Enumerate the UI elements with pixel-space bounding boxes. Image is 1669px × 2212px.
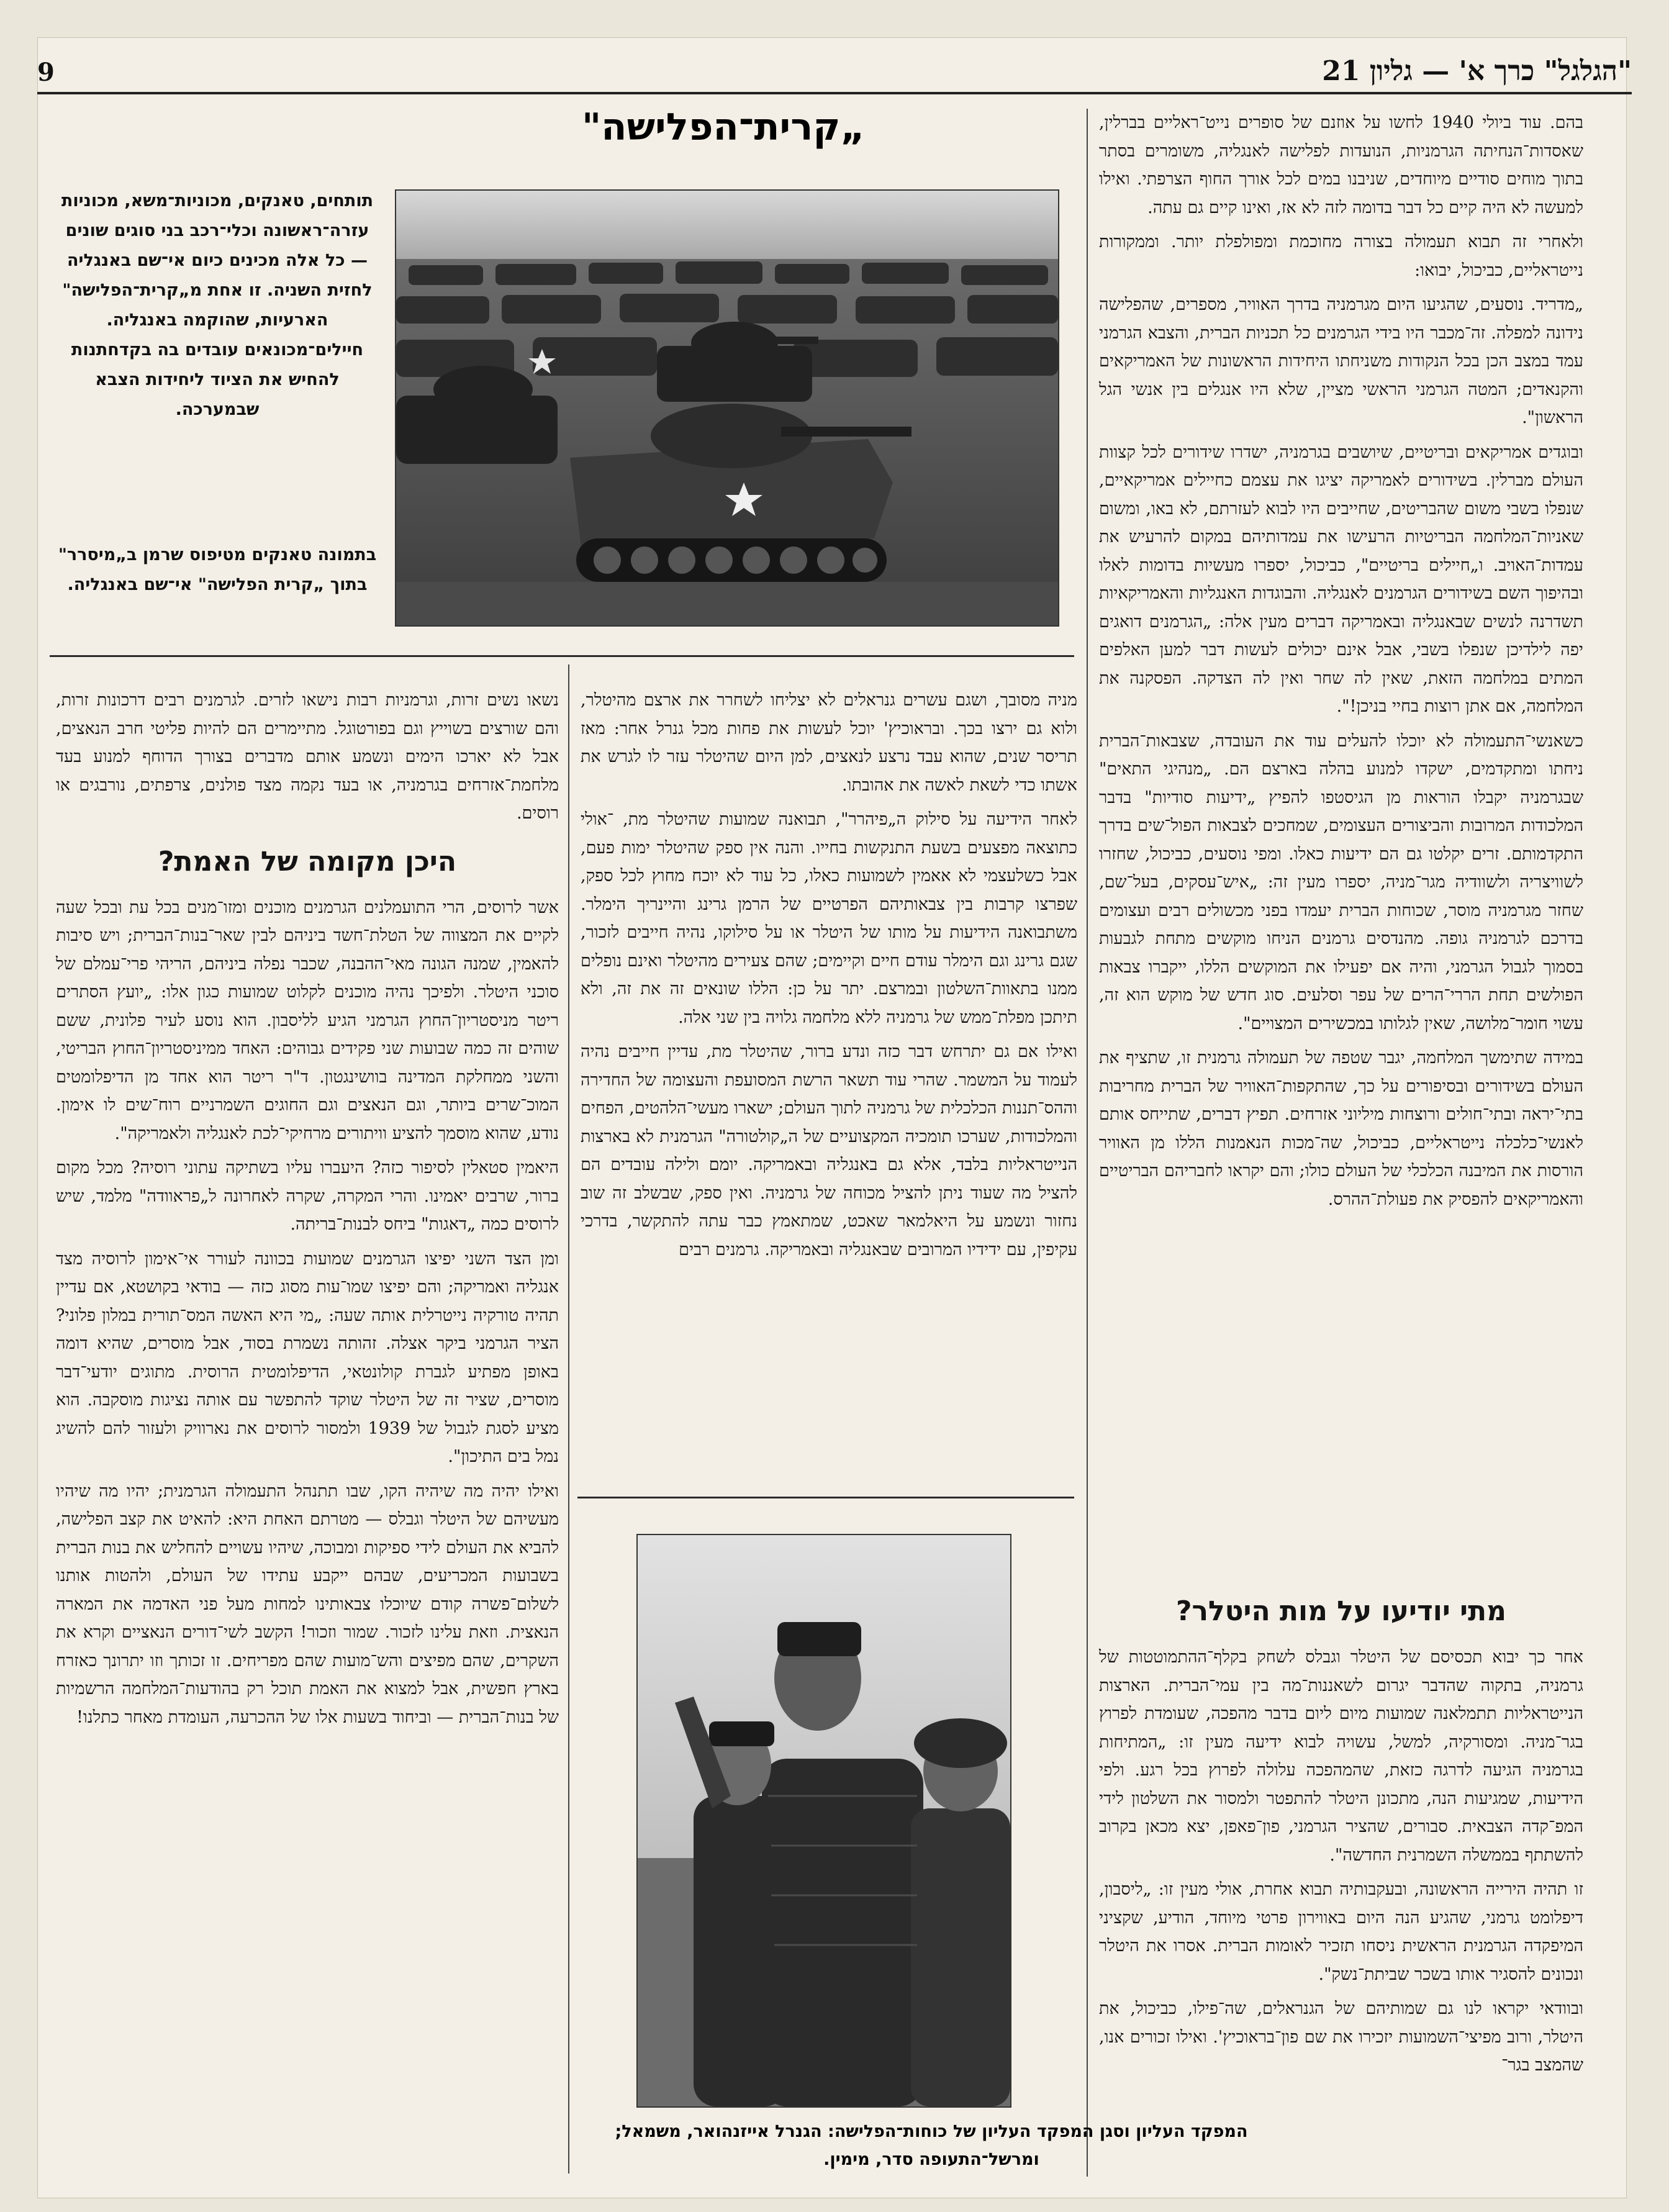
paragraph: ומן הצד השני יפיצו הגרמנים שמועות בכוונה לעורר אי־אימון לרוסיה מצד אנגליה ואמריקה; והם יפיצו שמו־עות מסוג כזה — בודאי בקושטא, אם עדיין תהיה טורקיה נייטרלית אותה שעה: „מי היא האשה המס־תורית במלון פלוני? הציר הגרמני ביקר אצלה. זהותה נשמרת בסוד, אבל מוסרים, שהיא דומה באופן מפתיע לגברת קולונטאי, הדיפלומטית הרוסית. מתוגים יודעי־דבר מוסרים, שציר זה של היטלר שוקד להתפשר עם אותה נציגות מוסקבה. הוא מציע לסגת לגבול של 1939 ולמסור לרוסים את נארוויק ולעזור להם להשיג נמל בים התיכון". bbox=[56, 1249, 559, 1466]
paragraph: ובוודאי יקראו לנו גם שמותיהם של הגנראלים, שה־פילו, כביכול, את היטלר, ורוב מפיצי־השמועות יזכירו את שם פון־בראוכיץ'. ואילו זכורים אנו, שהמצב בגר־ bbox=[1099, 1999, 1583, 2075]
paragraph: זו תהיה הירייה הראשונה, ובעקבותיה תבוא אחרת, אולי מעין זו: „ליסבון, דיפלומט גרמני, שהגיע הנה היום באווירון פרטי מיוחד, הודיע, שקציני המיפקדה הגרמנית הראשית ניסחו תזכיר לאומות הברית. אסרו את היטלר ונכונים להסגיר אותו בשכר שביתת־נשק". bbox=[1099, 1880, 1583, 1984]
column-right-top bbox=[1099, 109, 1583, 1220]
generals-photo-caption: המפקד העליון וסגן המפקד העליון של כוחות־הפלישה: הגנרל אייזנהואר, משמאל; ומרשל־התעופה סדר, מימין. bbox=[615, 2122, 1248, 2169]
column-middle bbox=[581, 686, 1077, 1270]
paragraph: לאחר הידיעה על סילוק ה„פיהרר", תבואנה שמועות שהיטלר מת, ־אולי כתוצאה מפצעים בשעת התנקשות בחייו. והנה אין ספק שהיטלר ימות פעם, אבל כשלעצמי לא אאמין לשמועות כאלו, כל עוד לא יוכח מחוץ לכל ספק, שפרצו קרבות בין צבאותיהם הפרטיים של הרמן גרינג והיינריך הימלר. משתבואנה הידיעות על מותו של היטלר או על סילוקו, נהיה חייבים לזכור, שגם גרינג וגם הימלר עודם חיים וקיימים; שהם צעירים מהיטלר ואינם נופלים ממנו בתאוות־השלטון ובמרצם. יתר על כן: הללו שונאים זה את זה, ולא תיתכן מפלת־ממש של גרמניה ללא מלחמה גלויה בין שני אלה. bbox=[581, 810, 1077, 1027]
paragraph: מניה מסובך, ושגם עשרים גנראלים לא יצליחו לשחרר את ארצם מהיטלר, ולוא גם ירצו בכך. ובראוכיץ' יוכל לעשות את פחות מכל גנרל אחר: מאז תריסר שנים, שהוא עבד נרצע לנאצים, למן היום שהיטלר עזר לו לגרש את אשתו כדי לשאת לאשה את אהובתו. bbox=[581, 691, 1077, 795]
paragraph: „מדריד. נוסעים, שהגיעו היום מגרמניה בדרך האוויר, מספרים, שהפלישה נידונה למפלה. זה־מכבר היו בידי הגרמנים כל תכניות הברית, והצבא הגרמני עמד במצב הכן בכל הנקודות משניחתו היחידות הראשונות של האמריקאים והקנאדים; המטה הגרמני הראשי מציין, שלא היו אנגלים בין אנשי הגל הראשון". bbox=[1099, 295, 1583, 427]
generals-image bbox=[638, 1535, 1010, 2106]
tanks-photo bbox=[395, 189, 1059, 627]
feature-photo-caption: בתמונה טאנקים מטיפוס שרמן ב„מיסרר" בתוך „קרית הפלישה" אי־שם באנגליה. bbox=[58, 545, 377, 594]
section-divider bbox=[50, 655, 1074, 657]
page-header bbox=[37, 36, 1632, 94]
section-heading: היכן מקומה של האמת? bbox=[158, 845, 457, 877]
paragraph: ואילו אם גם יתרחש דבר כזה ונדע ברור, שהיטלר מת, עדיין חייבים נהיה לעמוד על המשמר. שהרי עוד תשאר הרשת המסועפת והעצומה של החדירה וההס־תננות הכלכלית של גרמניה לתוך העולם; ישארו מעשי־הלהטים, הפחים והמלכודות, שערכו תומכיה המקצועיים של ה„קולטורה" הגרמנית לא בארצות הנייטראליות בלבד, אלא גם באנגליה ובאמריקה. יומם ולילה עובדים הם להציל מה שעוד ניתן להציל מכוחה של גרמניה. ואין ספק, שבשלב זה שוב נחזור ונשמע על היאלמאר שאכט, שמתאמץ כבר עתה להתקשר, בדרכי עקיפין, עם ידידיו המרובים שבאנגליה ובאמריקה. גרמנים רבים bbox=[581, 1042, 1077, 1259]
tanks-image bbox=[396, 191, 1058, 625]
paragraph: ואילו יהיה מה שיהיה הקו, שבו תתנהל התעמולה הגרמנית; יהיו מה שיהיו מעשיהם של היטלר וגבלס — מטרתם האחת היא: להאיט את קצב הפלישה, להביא את העולם לידי ספיקות ומבוכה, שיהיו עשויים להחליש את בנות הברית בשבועות המכריעים, שבהם ייקבע עתידו של העולם, ולהטות אותנו לשלום־פשרה קודם שיוכלו צבאותינו למחות מעל פני האדמה את המארה הנאצית. וזאת עלינו לזכור. שמור וזכור! הקשב לשי־דורים הנאציים וקרא את השקרים, שהם מפיצים והש־מועות שהם מפריחים. זו זכותך וזו יתרונך כאזרח בארץ חפשית, אבל למצוא את האמת תוכל רק בהודעות־המלחמה הרשמיות של בנות־הברית — וביחוד בשעות אלו של ההכרעה, העומדת מאחר כתלנו! bbox=[56, 1481, 559, 1727]
paragraph: כשאנשי־התעמולה לא יוכלו להעלים עוד את העובדה, שצבאות־הברית ניחתו ומתקדמים, ישקדו למנוע בהלה בארצם הם. „מנהיגי התאים" שבגרמניה יקבלו הוראות מן הגיסטפו להפיץ „ידיעות סודיות" בדבר המלכודות המרובות והביצורים העצומים, שמחכים לצבאות הפול־שים בדרך התקדמותם. זרים יקלטו גם הם ידיעות כאלו. ומפי נוסעים, כביכול, שחזרו לשוויצריה ולשוודיה מגר־מניה, יספרו מעין זה: „איש־עסקים, בעל־שם, שחזר מגרמניה מוסר, שכוחות הברית יעמדו בפני מכשולים רבים ועצומים בדרכם לגרמניה גופה. מהנדסים גרמנים הניחו מוקשים מתחת לגבעות בסמוך לגבול הגרמני, והיה אם יפעילו את המוקשים הללו, ייקברו צבאות הפולשים תחת הררי־הרים של עפר וסלעים. סוג חדש של מוקש הוא זה, עשוי חומר־מלושה, שאין לגלותו במכשירים המצויים". bbox=[1099, 731, 1583, 1033]
column-divider bbox=[568, 664, 569, 2173]
feature-side-caption: תותחים, טאנקים, מכוניות־משא, מכוניות עזרה־ראשונה וכלי־רכב בני סוגים שונים — כל אלה מכינים כיום אי־שם באנגליה לחזית השניה. זו אחת מ„קרית־הפלישה" הארעיות, שהוקמה באנגליה. חיילים־מכונאים עובדים בה בקדחתנות להחיש את הציוד ליחידות הצבא שבמערכה. bbox=[61, 191, 374, 419]
paragraph: ובוגדים אמריקאים ובריטיים, שיושבים בגרמניה, ישדרו שידורים לכל קצוות העולם מברלין. בשידורים לאמריקה יציגו את עצמם כחיילים אמריקאיים, שנפלו בשבי משום שהבריטים, שחייבים היו לבוא לעזרתם, לא באו, ומשום שאניות־המלחמה הבריטיות הרעישו את עמדותיהם במקום להרעיש את עמדות־האויב. ו„חיילים בריטיים", כביכול, יספרו מעשיות בדומות לאלו ובהיפוך השם בשידורים הגרמנים לאנגליה. והבוגדות האנגליות והאמריקאיות תשדרנה לנשים שבאנגליה ובאמריקה דברים מעין אלה: „הגרמנים דואגים יפה לילדיכן שנפלו בשבי, אבל אינם יכולים לעשות דבר למען האלפים המתים במלחמה הזאת, שאין לה שחר ואין לה הצדקה. הפסקנה את המלחמה, אם אתן רוצות בחיי בניכן!". bbox=[1099, 442, 1583, 716]
section-heading: מתי יודיעו על מות היטלר? bbox=[1175, 1595, 1507, 1627]
section-divider bbox=[577, 1497, 1074, 1498]
paragraph: נשאו נשים זרות, וגרמניות רבות נישאו לזרים. לגרמנים רבים דרכונות זרות, והם שורצים בשוייץ וגם בפורטוגל. מתיימרים הם להיות פליטי חרב הנאצים, אבל לא יארכו הימים ונשמע אותם מדברים בצורך הדוחף למנוע בעד מלחמת־אזרחים בגרמניה, או בעד נקמה מצד פולנים, צרפתים, נורבגים או רוסים. bbox=[56, 691, 559, 823]
paragraph: אשר לרוסים, הרי התועמלנים הגרמנים מוכנים ומזו־מנים בכל עת ובכל שעה לקיים את המצווה של הטלת־חשד ביניהם לבין שאר־בנות־הברית; ויש סיבות להאמין, שמנה הגונה מאי־ההבנה, שכבר נפלה ביניהם, הריהי פרי־עמלם של סוכני היטלר. ולפיכך נהיה מוכנים לקלוט שמועות כגון אלו: „יועץ הסתרים ריטר מניסטריון־החוץ הגרמני הגיע לליסבון. הוא נוסע לעיר פלונית, ששם שוהים זה כמה שבועות שני פקידים גבוהים: האחד ממיניסטריון־החוץ הבריטי, והשני ממחלקת המדינה בוושינגטון. ד"ר ריטר הוא אחד מן הדיפלומטים המוכ־שרים ביותר, וגם הנאצים וגם החוגים השמרניים רוח־שים לו אימון. נודע, שהוא מוסמך להציע וויתורים מרחיקי־לכת לאנגליה ולאמריקה". bbox=[56, 897, 559, 1143]
generals-photo bbox=[636, 1534, 1011, 2108]
paragraph: בהם. עוד ביולי 1940 לחשו על אוזנם של סופרים נייט־ראליים בברלין, שאסדות־הנחיתה הגרמניות, הנועדות לפלישה לאנגליה, משומרים בסתר בתוך מוחים סודיים מיוחדים, שניבנו במים לכל אורך החוף הצרפתי. ואילו למעשה לא היה קיים כל דבר בדומה לזה לא אז, ואינו קיים גם עתה. bbox=[1099, 113, 1583, 217]
paragraph: אחר כך יבוא תכסיסם של היטלר וגבלס לשחק בקלף־ההתמוטטות של גרמניה, בתקוה שהדבר יגרום לשאננות־מה בין עמי־הברית. הארצות הנייטראליות תתמלאנה שמועות מיום ליום בדבר מהפכה, שעומדת לפרוץ בגר־מניה. ומסורקיה, למשל, עשויה לבוא ידיעה מעין זו: „המתיחות בגרמניה הגיעה לדרגה כזאת, שהמהפכה עלולה לפרוץ בכל רגע. ולפי הידיעות, שמגיעות הנה, מתכונן היטלר להתפטר ולמסור את השלטון לידי המפ־קדה הצבאית. סבורים, שהציר הגרמני, פון־פאפן, יצא מכאן בקרוב להשתתף בממשלה השמרנית החדשה". bbox=[1099, 1648, 1583, 1865]
paragraph: במידה שתימשך המלחמה, יגבר שטפה של תעמולה גרמנית זו, שתציף את העולם בשידורים ובסיפורים על כך, שהתקפות־האוויר של הברית מחריבות בתי־יראה ובתי־חולים ורוצחות מיליוני אזרחים. תפיץ דברים, שתייחס אותם לאנשי־כלכלה נייטראליים, כביכול, שה־מכות הנאמנות הללו מן האוויר הורסות את המיבנה הכלכלי של העולם כולו; והם יקראו לחבריהם הבריטיים והאמריקאים להפסיק את פעולת־ההרס. bbox=[1099, 1048, 1583, 1209]
column-divider bbox=[1087, 109, 1088, 2177]
masthead: "הגלגל" כרך א' — גליון 21 bbox=[1322, 55, 1632, 87]
feature-title: „קרית־הפלישה" bbox=[582, 106, 865, 149]
paragraph: ולאחרי זה תבוא תעמולה בצורה מחוכמת ומפולפלת יותר. וממקורות נייטראליים, כביכול, יבואו: bbox=[1099, 232, 1583, 280]
paragraph: היאמין סטאלין לסיפור כזה? היעברו עליו בשתיקה עתוני רוסיה? מכל מקום ברור, שרבים יאמינו. והרי המקרה, שקרה לאחרונה ל„פראוודה" מלמד, שיש לרוסים כמה „דאגות" ביחס לבנות־בריתה. bbox=[56, 1158, 559, 1234]
column-left bbox=[56, 686, 559, 1738]
page-number: 9 bbox=[37, 58, 55, 87]
column-right-bottom bbox=[1099, 1577, 1583, 2086]
